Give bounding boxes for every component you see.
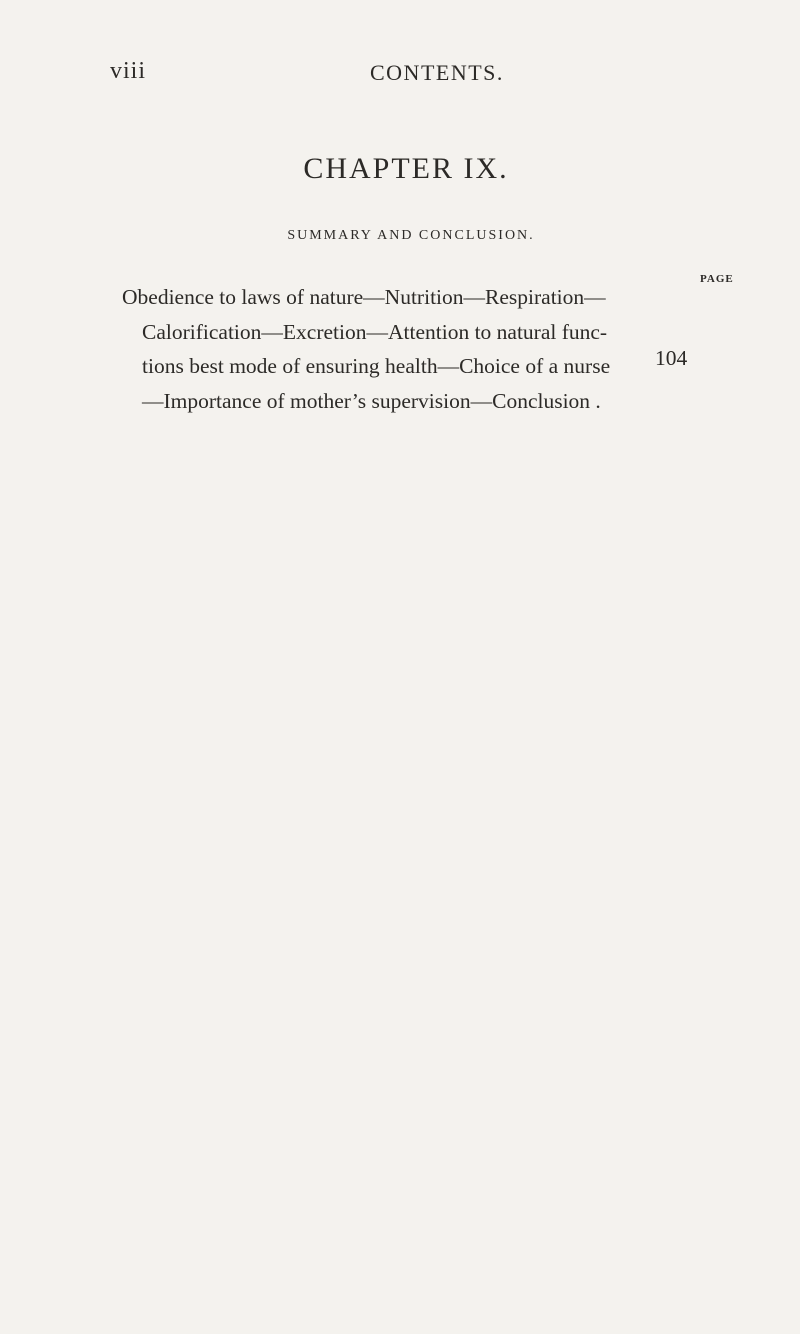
toc-page-number: 104 bbox=[655, 346, 688, 370]
chapter-subtitle: SUMMARY AND CONCLUSION. bbox=[287, 228, 535, 243]
running-head: CONTENTS. bbox=[370, 60, 504, 85]
toc-entry-line: Calorification—Excretion—Attention to natural func- bbox=[142, 319, 608, 344]
toc-entry-line: tions best mode of ensuring health—Choice of a nurse bbox=[142, 354, 611, 378]
toc-entry-line: —Importance of mother’s supervision—Conclusion . bbox=[142, 388, 601, 413]
toc-entry bbox=[122, 280, 702, 418]
folio: viii bbox=[110, 58, 147, 84]
toc-entry-line: Obedience to laws of nature—Nutrition—Respiration— bbox=[122, 285, 606, 309]
page-column-label: PAGE bbox=[700, 273, 734, 285]
chapter-title: CHAPTER IX. bbox=[303, 152, 509, 185]
